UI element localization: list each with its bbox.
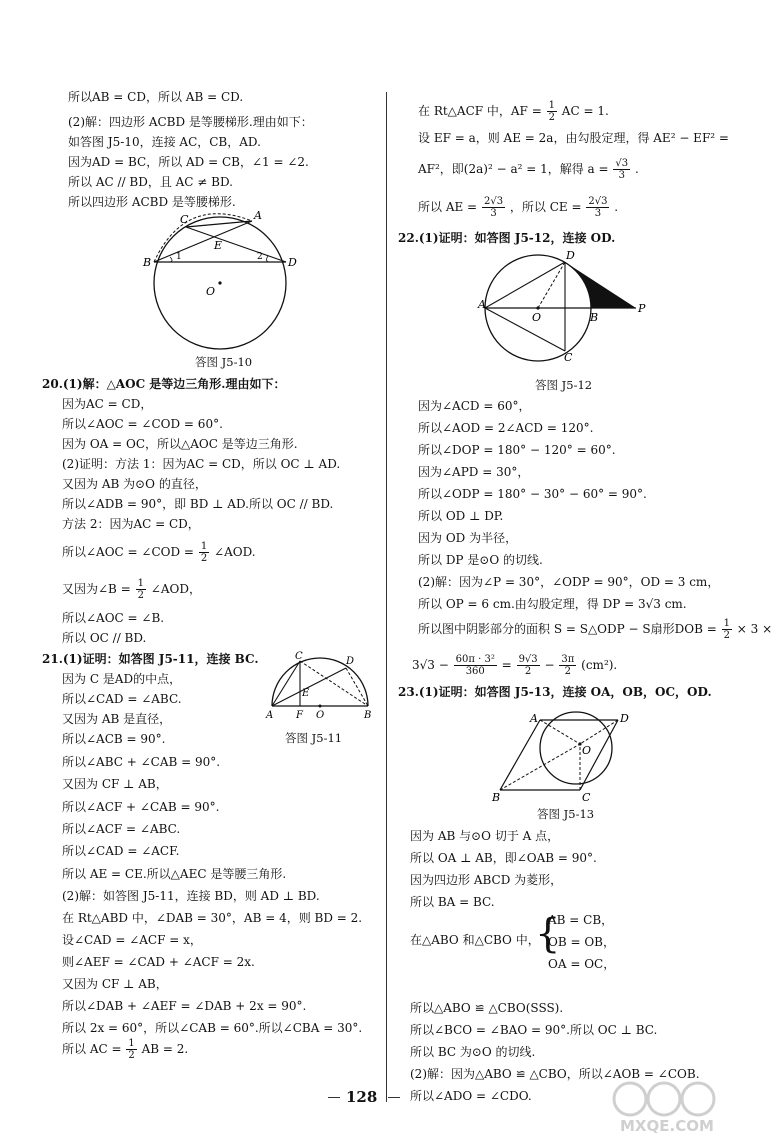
eq2-den: 2 <box>137 590 144 601</box>
right2-line: 因为 OD 为半径， <box>418 531 518 545</box>
area2-d3: 2 <box>564 666 572 677</box>
fig3-label-B: B <box>590 311 599 324</box>
left2-line: 又因为 AB 为⊙O 的直径， <box>62 477 207 491</box>
left3-line: 又因为 AB 是直径， <box>62 712 172 726</box>
eq3-den: 2 <box>128 1050 135 1061</box>
fig4-label-D: D <box>620 712 629 725</box>
eq2-num: 1 <box>137 578 144 589</box>
fig1-label-D: D <box>288 256 297 269</box>
left1-line: 所以AB = CD，所以 AB = CD. <box>68 90 244 104</box>
left3-line: 所以∠ABC + ∠CAB = 90°. <box>62 755 221 769</box>
equation-aoc <box>62 541 256 564</box>
left2-line: 所以∠AOC = ∠COD = 60°. <box>62 417 223 431</box>
right2-line: 所以∠DOP = 180° − 120° = 60°. <box>418 443 616 457</box>
left1-line: 所以 AC // BD，且 AC ≠ BD. <box>68 175 233 189</box>
area2-d1: 360 <box>465 666 485 677</box>
r4-den-1: 3 <box>490 208 497 219</box>
equation-b <box>62 578 201 601</box>
brace-line-2: OB = OB， <box>548 935 615 949</box>
r3-fraction <box>613 158 630 181</box>
eq3-fraction <box>126 1038 136 1061</box>
right3-line: 因为 AB 与⊙O 切于 A 点， <box>410 829 560 843</box>
watermark-logo <box>600 1075 740 1135</box>
right-line-1 <box>418 100 609 123</box>
r4-pre: 所以 AE = <box>418 200 478 214</box>
eq1-post: ∠AOD. <box>214 545 256 559</box>
r1-num: 1 <box>548 100 555 111</box>
right4-line: 所以△ABO ≌ △CBO(SSS). <box>410 1001 564 1015</box>
fig1-label-O: O <box>206 285 216 298</box>
area2-d2: 2 <box>524 666 532 677</box>
area2-post: (cm²). <box>581 658 618 672</box>
left2-line: 因为 OA = OC，所以△AOC 是等边三角形. <box>62 437 298 451</box>
left2-line: 所以∠ADB = 90°，即 BD ⊥ AD.所以 OC // BD. <box>62 497 334 511</box>
right4-line: 所以∠BCO = ∠BAO = 90°.所以 OC ⊥ BC. <box>410 1023 658 1037</box>
area2-c: − <box>544 658 555 672</box>
left3-line: 所以∠ACF + ∠CAB = 90°. <box>62 800 220 814</box>
figure-j5-13-caption: 答图 J5-13 <box>537 807 595 821</box>
page-number: 128 <box>346 1088 378 1106</box>
fig3-label-P: P <box>638 302 646 315</box>
fig2-label-F: F <box>296 710 303 721</box>
left3-line: 则∠AEF = ∠CAD + ∠ACF = 2x. <box>62 955 255 969</box>
brace-intro: 在△ABO 和△CBO 中， <box>410 933 540 947</box>
left3-line: 因为 C 是AD的中点， <box>62 672 182 686</box>
left3-line: 所以∠CAD = ∠ABC. <box>62 692 182 706</box>
eq1-den: 2 <box>200 553 208 564</box>
left3-line: 21.(1)证明：如答图 J5-11，连接 BC. <box>42 652 259 666</box>
area2-n1: 60π · 3² <box>455 654 495 665</box>
right4-line: (2)解：因为△ABO ≌ △CBO，所以∠AOB = ∠COB. <box>410 1067 700 1081</box>
left1-line: 所以四边形 ACBD 是等腰梯形. <box>68 195 236 209</box>
fig2-label-C: C <box>295 651 303 662</box>
fig4-label-O: O <box>582 744 592 757</box>
equation-ac <box>62 1038 188 1061</box>
r1-post: AC = 1. <box>561 104 609 118</box>
area2-frac-2 <box>517 654 540 677</box>
fig1-label-A: A <box>254 209 262 222</box>
left3-line: 所以 AE = CE.所以△AEC 是等腰三角形. <box>62 867 287 881</box>
fig2-label-E: E <box>302 688 310 699</box>
fig4-label-A: A <box>530 712 538 725</box>
eq3-num: 1 <box>128 1038 135 1049</box>
area-pre: 所以图中阴影部分的面积 S = S△ODP − S扇形DOB = <box>418 622 717 636</box>
area2-n2: 9√3 <box>518 654 538 665</box>
eq3-post: AB = 2. <box>141 1042 189 1056</box>
right2-line: 所以 DP 是⊙O 的切线. <box>418 553 543 567</box>
figure-j5-12-caption: 答图 J5-12 <box>535 378 593 392</box>
right2-line: 因为∠APD = 30°， <box>418 465 530 479</box>
eq1-num: 1 <box>200 541 208 552</box>
right2-line: 所以 OP = 6 cm.由勾股定理，得 DP = 3√3 cm. <box>418 597 687 611</box>
right4-line: 所以 BC 为⊙O 的切线. <box>410 1045 536 1059</box>
right4-line: 所以∠ADO = ∠CDO. <box>410 1089 532 1103</box>
area2-a: 3√3 − <box>412 658 449 672</box>
right2-line: 所以 OD ⊥ DP. <box>418 509 504 523</box>
left1-line: (2)解：四边形 ACBD 是等腰梯形.理由如下： <box>68 115 313 129</box>
left1-line: 因为AD = BC，所以 AD = CB，∠1 = ∠2. <box>68 155 309 169</box>
fig3-label-O: O <box>532 311 542 324</box>
fig1-label-2: 2 <box>257 252 263 262</box>
r4-num-2: 2√3 <box>588 196 608 207</box>
figure-j5-11-caption: 答图 J5-11 <box>285 731 343 745</box>
left2-line: 方法 2：因为AC = CD， <box>62 517 200 531</box>
r1-den: 2 <box>548 112 555 123</box>
left3-line: 所以∠DAB + ∠AEF = ∠DAB + 2x = 90°. <box>62 999 307 1013</box>
fig2-label-B: B <box>364 710 372 721</box>
r4-post: . <box>614 200 619 214</box>
figure-j5-11 <box>262 650 380 724</box>
left3-line: 所以∠ACF = ∠ABC. <box>62 822 181 836</box>
area-post: × 3 × <box>736 622 772 636</box>
right2-line: 因为∠ACD = 60°， <box>418 399 531 413</box>
figure-j5-10-caption: 答图 J5-10 <box>195 355 253 369</box>
area-fraction <box>722 618 732 641</box>
area-den: 2 <box>723 630 730 641</box>
left3-line: 所以∠AOC = ∠B. <box>62 611 165 625</box>
brace-line-1: AB = CB， <box>548 913 614 927</box>
r3-post: . <box>634 162 639 176</box>
left3-line: 所以 2x = 60°，所以∠CAB = 60°.所以∠CBA = 30°. <box>62 1021 363 1035</box>
fig1-label-E: E <box>214 239 223 252</box>
fig4-label-B: B <box>492 791 501 804</box>
fig3-label-D: D <box>566 249 575 262</box>
r3-pre: AF²，即(2a)² − a² = 1，解得 a = <box>418 162 609 176</box>
left2-line: 20.(1)解：△AOC 是等边三角形.理由如下： <box>42 377 286 391</box>
page-number-dash-right <box>388 1097 400 1098</box>
area2-b: = <box>501 658 512 672</box>
eq3-pre: 所以 AC = <box>62 1042 122 1056</box>
left3-line: 设∠CAD = ∠ACF = x， <box>62 933 202 947</box>
r3-den: 3 <box>618 170 625 181</box>
left3-line: 所以∠ACB = 90°. <box>62 732 166 746</box>
r4-mid: ，所以 CE = <box>509 200 582 214</box>
right2-line: 所以∠ODP = 180° − 30° − 60° = 90°. <box>418 487 647 501</box>
fig2-label-A: A <box>266 710 274 721</box>
right-line-2: 设 EF = a，则 AE = 2a，由勾股定理，得 AE² − EF² = <box>418 131 729 145</box>
eq1-fraction <box>199 541 209 564</box>
r4-fraction-2 <box>586 196 609 219</box>
area2-frac-3 <box>559 654 576 677</box>
fig3-label-C: C <box>564 351 573 364</box>
fig3-label-A: A <box>478 298 486 311</box>
r4-num-1: 2√3 <box>483 196 504 207</box>
left3-line: 在 Rt△ABD 中，∠DAB = 30°，AB = 4，则 BD = 2. <box>62 911 363 925</box>
fig1-label-C: C <box>180 213 189 226</box>
area-line-1 <box>418 618 772 641</box>
watermark-text: MXQE.COM <box>620 1117 714 1135</box>
left3-line: 又因为 CF ⊥ AB， <box>62 977 168 991</box>
figure-j5-10 <box>140 205 310 350</box>
fig2-label-D: D <box>346 656 355 667</box>
fig1-label-1: 1 <box>176 252 182 262</box>
fig2-label-O: O <box>316 710 325 721</box>
fig1-label-B: B <box>143 256 152 269</box>
left2-line: 因为AC = CD， <box>62 397 153 411</box>
area2-frac-1 <box>454 654 497 677</box>
column-divider <box>386 92 387 1102</box>
right3-line: 因为四边形 ABCD 为菱形， <box>410 873 563 887</box>
r1-fraction <box>547 100 557 123</box>
left2-line: (2)证明：方法 1：因为AC = CD，所以 OC ⊥ AD. <box>62 457 341 471</box>
fig4-label-C: C <box>582 791 591 804</box>
left3-line: 所以 OC // BD. <box>62 631 147 645</box>
brace-glyph: { <box>535 911 561 957</box>
figure-j5-12 <box>478 245 658 363</box>
area2-n3: 3π <box>561 654 575 665</box>
eq2-fraction <box>136 578 146 601</box>
eq2-post: ∠AOD， <box>150 582 201 596</box>
right2-line: 所以∠AOD = 2∠ACD = 120°. <box>418 421 594 435</box>
eq2-pre: 又因为∠B = <box>62 582 131 596</box>
left3-line: 又因为 CF ⊥ AB， <box>62 777 168 791</box>
left1-line: 如答图 J5-10，连接 AC，CB，AD. <box>68 135 261 149</box>
figure-j5-13 <box>488 708 638 804</box>
right3-line: 所以 OA ⊥ AB，即∠OAB = 90°. <box>410 851 597 865</box>
r1-pre: 在 Rt△ACF 中，AF = <box>418 104 542 118</box>
brace-line-3: OA = OC， <box>548 957 616 971</box>
left3-line: (2)解：如答图 J5-11，连接 BD，则 AD ⊥ BD. <box>62 889 320 903</box>
page-number-dash-left <box>328 1097 340 1098</box>
right2-line: (2)解：因为∠P = 30°，∠ODP = 90°，OD = 3 cm， <box>418 575 720 589</box>
q23-heading: 23.(1)证明：如答图 J5-13，连接 OA，OB，OC，OD. <box>398 685 712 699</box>
q22-heading: 22.(1)证明：如答图 J5-12，连接 OD. <box>398 231 616 245</box>
right-line-3 <box>418 158 639 181</box>
r4-den-2: 3 <box>594 208 602 219</box>
eq1-pre: 所以∠AOC = ∠COD = <box>62 545 194 559</box>
area-num: 1 <box>723 618 730 629</box>
left3-line: 所以∠CAD = ∠ACF. <box>62 844 180 858</box>
right3-line: 所以 BA = BC. <box>410 895 495 909</box>
area-line-2 <box>412 654 617 677</box>
r3-num: √3 <box>615 158 629 169</box>
r4-fraction-1 <box>482 196 505 219</box>
right-line-4 <box>418 196 618 219</box>
